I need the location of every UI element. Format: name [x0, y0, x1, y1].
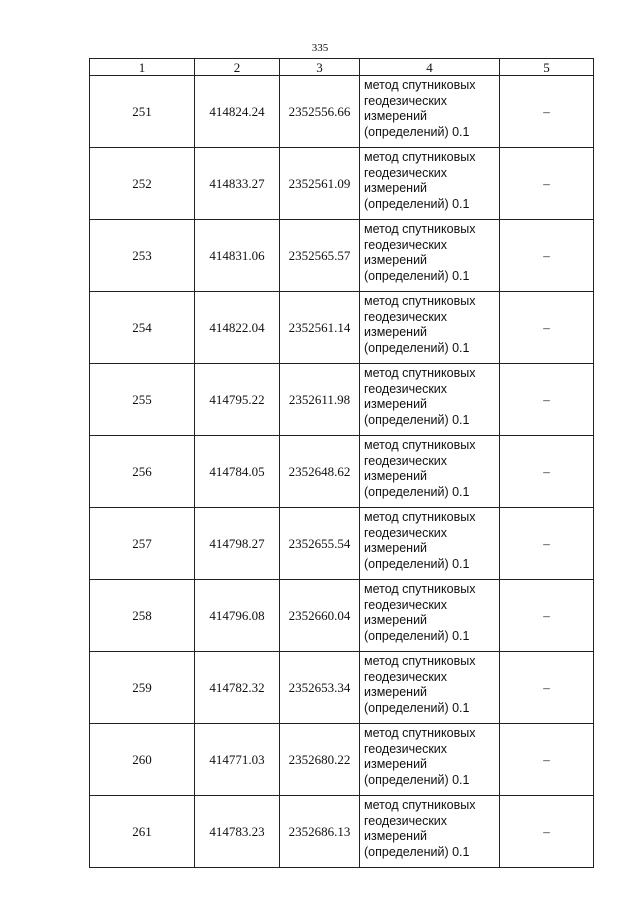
coordinate-x: 414831.06 [195, 220, 280, 292]
coordinate-y: 2352561.09 [280, 148, 360, 220]
coordinate-x: 414782.32 [195, 652, 280, 724]
measurement-method: метод спутниковых геодезических измерений (определений) 0.1 [360, 580, 500, 652]
coordinate-y: 2352648.62 [280, 436, 360, 508]
table-row [90, 652, 594, 724]
coordinate-y: 2352561.14 [280, 292, 360, 364]
note-cell: – [500, 76, 594, 148]
measurement-method: метод спутниковых геодезических измерений (определений) 0.1 [360, 436, 500, 508]
note-cell: – [500, 724, 594, 796]
coordinate-x: 414783.23 [195, 796, 280, 868]
table-row [90, 364, 594, 436]
measurement-method: метод спутниковых геодезических измерений (определений) 0.1 [360, 796, 500, 868]
note-cell: – [500, 508, 594, 580]
point-number: 252 [90, 148, 195, 220]
page-number: 335 [311, 42, 329, 54]
coordinate-x: 414833.27 [195, 148, 280, 220]
note-cell: – [500, 148, 594, 220]
table-row [90, 436, 594, 508]
note-cell: – [500, 436, 594, 508]
table-row [90, 220, 594, 292]
table-row [90, 148, 594, 220]
point-number: 258 [90, 580, 195, 652]
point-number: 259 [90, 652, 195, 724]
coordinate-y: 2352565.57 [280, 220, 360, 292]
table-row [90, 580, 594, 652]
table-row [90, 508, 594, 580]
column-header-4: 4 [360, 59, 500, 76]
measurement-method: метод спутниковых геодезических измерений (определений) 0.1 [360, 292, 500, 364]
coordinate-y: 2352660.04 [280, 580, 360, 652]
coordinates-table [89, 58, 594, 868]
coordinate-y: 2352655.54 [280, 508, 360, 580]
coordinate-y: 2352611.98 [280, 364, 360, 436]
measurement-method: метод спутниковых геодезических измерений (определений) 0.1 [360, 508, 500, 580]
table-row [90, 292, 594, 364]
measurement-method: метод спутниковых геодезических измерений (определений) 0.1 [360, 724, 500, 796]
table-row [90, 796, 594, 868]
note-cell: – [500, 796, 594, 868]
coordinate-x: 414796.08 [195, 580, 280, 652]
coordinate-x: 414824.24 [195, 76, 280, 148]
coordinate-y: 2352653.34 [280, 652, 360, 724]
coordinate-x: 414784.05 [195, 436, 280, 508]
header-row [90, 59, 594, 76]
point-number: 260 [90, 724, 195, 796]
coordinate-x: 414798.27 [195, 508, 280, 580]
point-number: 251 [90, 76, 195, 148]
measurement-method: метод спутниковых геодезических измерений (определений) 0.1 [360, 220, 500, 292]
measurement-method: метод спутниковых геодезических измерений (определений) 0.1 [360, 76, 500, 148]
point-number: 257 [90, 508, 195, 580]
note-cell: – [500, 292, 594, 364]
table-row [90, 76, 594, 148]
point-number: 254 [90, 292, 195, 364]
column-header-2: 2 [195, 59, 280, 76]
coordinate-y: 2352686.13 [280, 796, 360, 868]
point-number: 261 [90, 796, 195, 868]
point-number: 253 [90, 220, 195, 292]
point-number: 256 [90, 436, 195, 508]
coordinate-x: 414771.03 [195, 724, 280, 796]
note-cell: – [500, 652, 594, 724]
measurement-method: метод спутниковых геодезических измерений (определений) 0.1 [360, 364, 500, 436]
coordinate-y: 2352556.66 [280, 76, 360, 148]
coordinate-y: 2352680.22 [280, 724, 360, 796]
column-header-3: 3 [280, 59, 360, 76]
note-cell: – [500, 580, 594, 652]
column-header-1: 1 [90, 59, 195, 76]
coordinate-x: 414795.22 [195, 364, 280, 436]
measurement-method: метод спутниковых геодезических измерений (определений) 0.1 [360, 652, 500, 724]
coordinate-x: 414822.04 [195, 292, 280, 364]
table-row [90, 724, 594, 796]
point-number: 255 [90, 364, 195, 436]
note-cell: – [500, 220, 594, 292]
note-cell: – [500, 364, 594, 436]
measurement-method: метод спутниковых геодезических измерений (определений) 0.1 [360, 148, 500, 220]
column-header-5: 5 [500, 59, 594, 76]
